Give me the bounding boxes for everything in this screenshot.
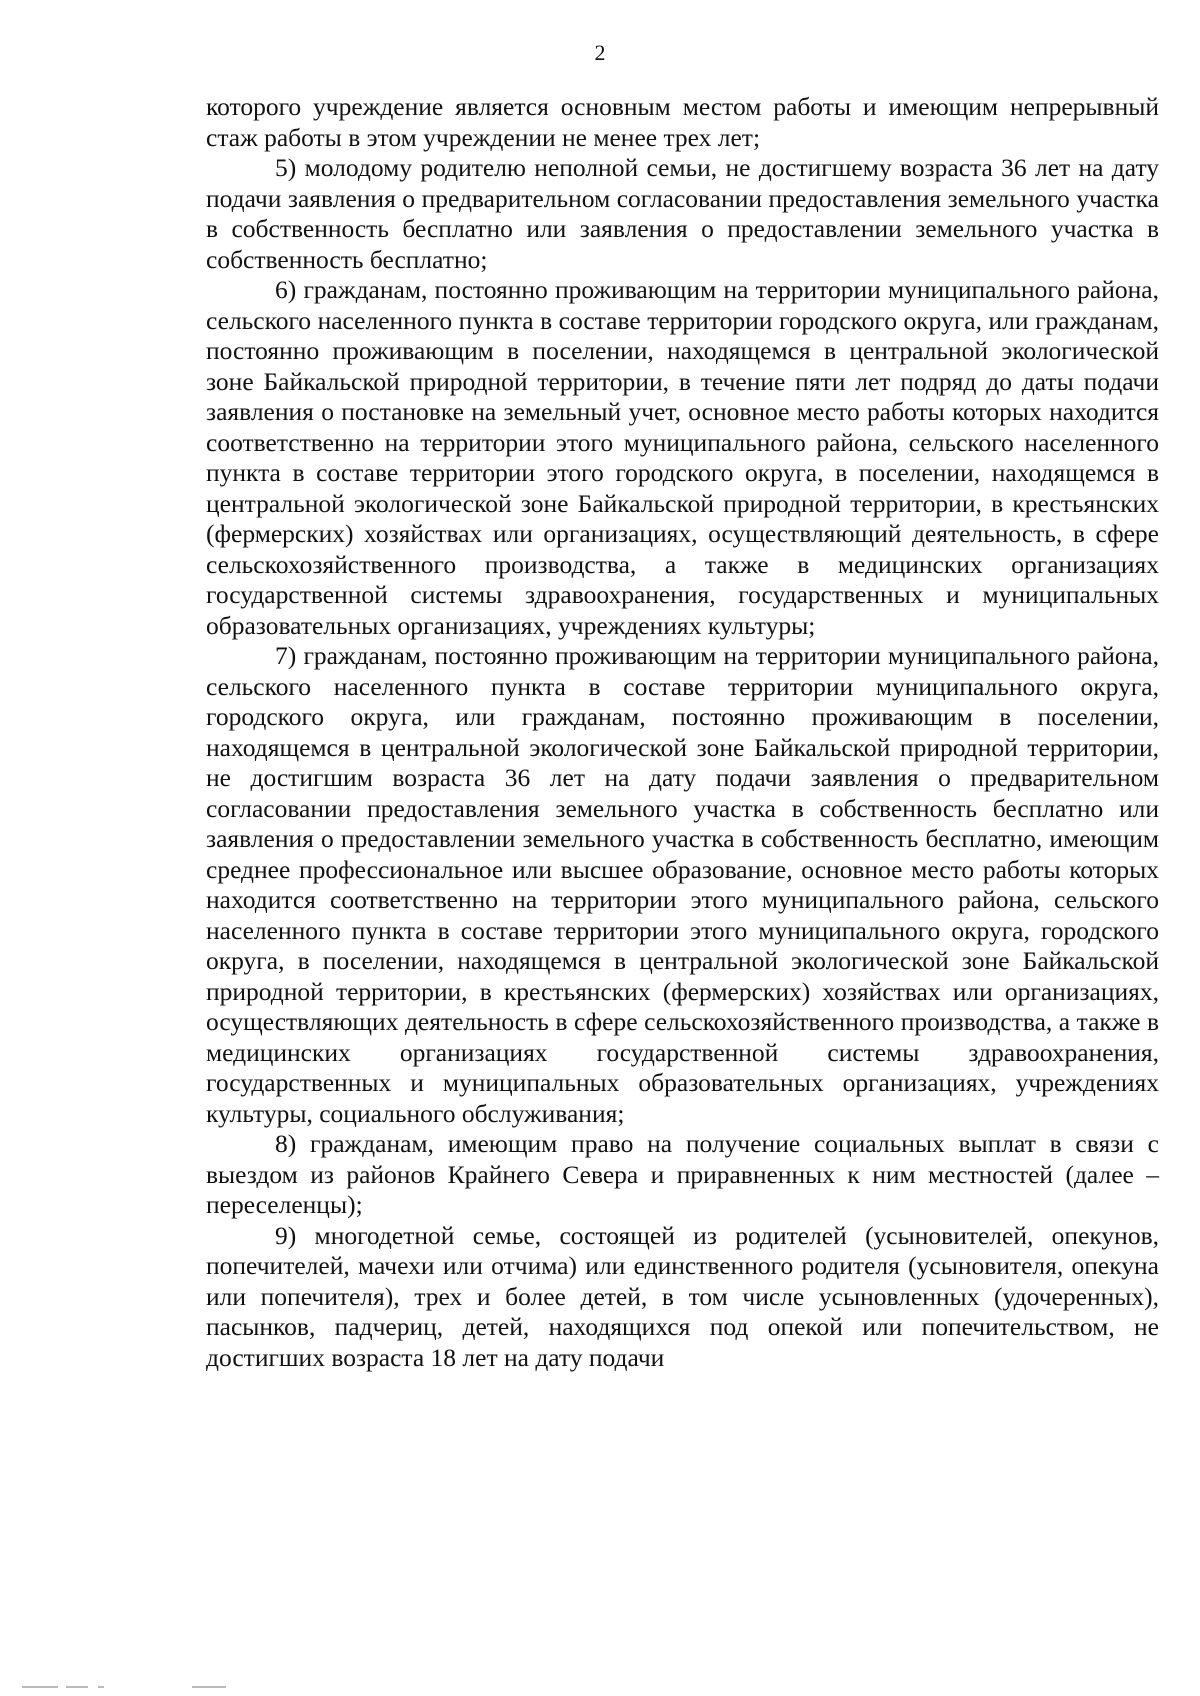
paragraph-item-5: 5) молодому родителю неполной семьи, не достигшему возраста 36 лет на дату подачи заявления о предварительном согласовании предоставления земельного участка в собственность бесплатно или заявления о предоставлении земельного участка в собственность бесплатно; (206, 153, 1159, 274)
scan-artifact-marks (22, 1686, 262, 1690)
paragraph-continuation: которого учреждение является основным местом работы и имеющим непрерывный стаж работы в этом учреждении не менее трех лет; (206, 92, 1159, 152)
document-body (206, 92, 1159, 1373)
paragraph-item-8: 8) гражданам, имеющим право на получение социальных выплат в связи с выездом из районов Крайнего Севера и приравненных к ним местностей (далее – переселенцы); (206, 1129, 1159, 1219)
paragraph-item-9: 9) многодетной семье, состоящей из родителей (усыновителей, опекунов, попечителей, мачехи или отчима) или единственного родителя (усыновителя, опекуна или попечителя), трех и более детей, в том числе усыновленных (удочеренных), пасынков, падчериц, детей, находящихся под опекой или попечительством, не достигших возраста 18 лет на дату подачи (206, 1220, 1159, 1372)
paragraph-item-7: 7) гражданам, постоянно проживающим на территории муниципального района, сельского населенного пункта в составе территории муниципального округа, городского округа, или гражданам, постоянно проживающим в поселении, находящемся в центральной экологической зоне Байкальской природной территории, не достигшим возраста 36 лет на дату подачи заявления о предварительном согласовании предоставления земельного участка в собственность бесплатно или заявления о предоставлении земельного участка в собственность бесплатно, имеющим среднее профессиональное или высшее образование, основное место работы которых находится соответственно на территории этого муниципального района, сельского населенного пункта в составе территории этого муниципального округа, городского округа, в поселении, находящемся в центральной экологической зоне Байкальской природной территории, в крестьянских (фермерских) хозяйствах или организациях, осуществляющих деятельность в сфере сельскохозяйственного производства, а также в медицинских организациях государственной системы здравоохранения, государственных и муниципальных образовательных организациях, учреждениях культуры, социального обслуживания; (206, 641, 1159, 1128)
page-number: 2 (594, 40, 606, 65)
paragraph-item-6: 6) гражданам, постоянно проживающим на территории муниципального района, сельского населенного пункта в составе территории городского округа, или гражданам, постоянно проживающим в поселении, находящемся в центральной экологической зоне Байкальской природной территории, в течение пяти лет подряд до даты подачи заявления о постановке на земельный учет, основное место работы которых находится соответственно на территории этого муниципального района, сельского населенного пункта в составе территории этого городского округа, в поселении, находящемся в центральной экологической зоне Байкальской природной территории, в крестьянских (фермерских) хозяйствах или организациях, осуществляющий деятельность, в сфере сельскохозяйственного производства, а также в медицинских организациях государственной системы здравоохранения, государственных и муниципальных образовательных организациях, учреждениях культуры; (206, 275, 1159, 640)
